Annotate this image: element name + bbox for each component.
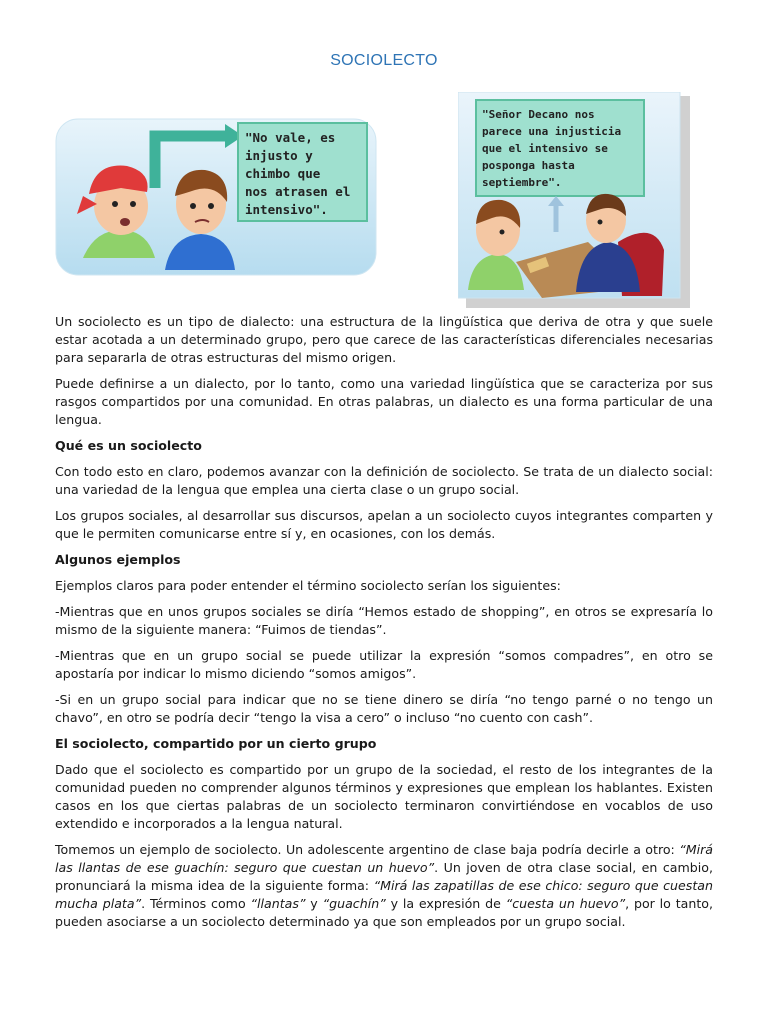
speech-line: "No vale, es: [245, 130, 336, 145]
speech-line: chimbo que: [245, 166, 321, 181]
paragraph: Un sociolecto es un tipo de dialecto: una estructura de la lingüística que deriva de otra y que suele estar acotada a un determinado grupo, pero que carece de las características diferenciales necesarias para separarla de otras estructuras del mismo origen.: [55, 314, 713, 365]
speech-line: septiembre".: [482, 176, 562, 189]
speech-line: posponga hasta: [482, 159, 575, 172]
quote-italic: “Mirá las zapatillas de ese chico: seguro que cuestan mucha plata”: [55, 878, 713, 911]
text-span: . Un joven de otra clase social, en cambio, pronunciará la misma idea de la siguiente forma:: [55, 860, 713, 893]
article-body: [55, 313, 713, 939]
section-heading: Qué es un sociolecto: [55, 438, 202, 453]
paragraph: Ejemplos claros para poder entender el término sociolecto serían los siguientes:: [55, 578, 561, 593]
example-item: -Si en un grupo social para indicar que no se tiene dinero se diría “no tengo parné o no tengo un chavo”, en otro se podría decir “tengo la visa a cero” o incluso “no cuento con cash”.: [55, 692, 713, 725]
example-item: -Mientras que en un grupo social se puede utilizar la expresión “somos compadres”, en otro se apostaría por indicar lo mismo diciendo “somos amigos”.: [55, 648, 713, 681]
text-span: Tomemos un ejemplo de sociolecto. Un adolescente argentino de clase baja podría decirle a otro:: [55, 842, 680, 857]
text-span: . Términos como: [141, 896, 251, 911]
quote-italic: “cuesta un huevo”: [505, 896, 626, 911]
text-span: y: [305, 896, 323, 911]
speech-line: parece una injusticia: [482, 125, 622, 138]
speech-line: nos atrasen el: [245, 184, 351, 199]
quote-italic: “Mirá las llantas de ese guachín: seguro que cuestan un huevo”: [55, 842, 713, 875]
cartoon-office-image: [458, 92, 690, 308]
paragraph: Los grupos sociales, al desarrollar sus discursos, apelan a un sociolecto cuyos integrantes comparten y que le permiten comunicarse entre sí y, en ocasiones, con los demás.: [55, 508, 713, 541]
speech-line: que el intensivo se: [482, 142, 608, 155]
text-span: y la expresión de: [385, 896, 506, 911]
speech-line: intensivo".: [245, 202, 328, 217]
paragraph: Con todo esto en claro, podemos avanzar con la definición de sociolecto. Se trata de un dialecto social: una variedad de la lengua que emplea una cierta clase o un grupo social.: [55, 464, 713, 497]
paragraph: Puede definirse a un dialecto, por lo tanto, como una variedad lingüística que se caracteriza por sus rasgos compartidos por una comunidad. En otras palabras, un dialecto es una forma particular de una lengua.: [55, 376, 713, 427]
quote-italic: “guachín”: [322, 896, 386, 911]
paragraph: [55, 841, 713, 931]
paragraph: Dado que el sociolecto es compartido por un grupo de la sociedad, el resto de los integrantes de la comunidad pueden no comprender algunos términos y expresiones que emplean los hablantes. Existen casos en los que ciertas palabras de un sociolecto terminaron convirtiéndose en vocablos de uso extendido e incorporados a la lengua natural.: [55, 762, 713, 831]
section-heading: El sociolecto, compartido por un cierto grupo: [55, 736, 377, 751]
section-heading: Algunos ejemplos: [55, 552, 181, 567]
page-title: SOCIOLECTO: [330, 52, 438, 69]
cartoon-kids-image: [55, 118, 377, 276]
quote-italic: “llantas”: [250, 896, 306, 911]
speech-line: "Señor Decano nos: [482, 108, 595, 121]
text-span: , por lo tanto, pueden asociarse a un sociolecto determinado ya que son empleados por un grupo social.: [55, 896, 713, 929]
speech-line: injusto y: [245, 148, 313, 163]
example-item: -Mientras que en unos grupos sociales se diría “Hemos estado de shopping”, en otros se expresaría lo mismo de la siguiente manera: “Fuimos de tiendas”.: [55, 604, 713, 637]
